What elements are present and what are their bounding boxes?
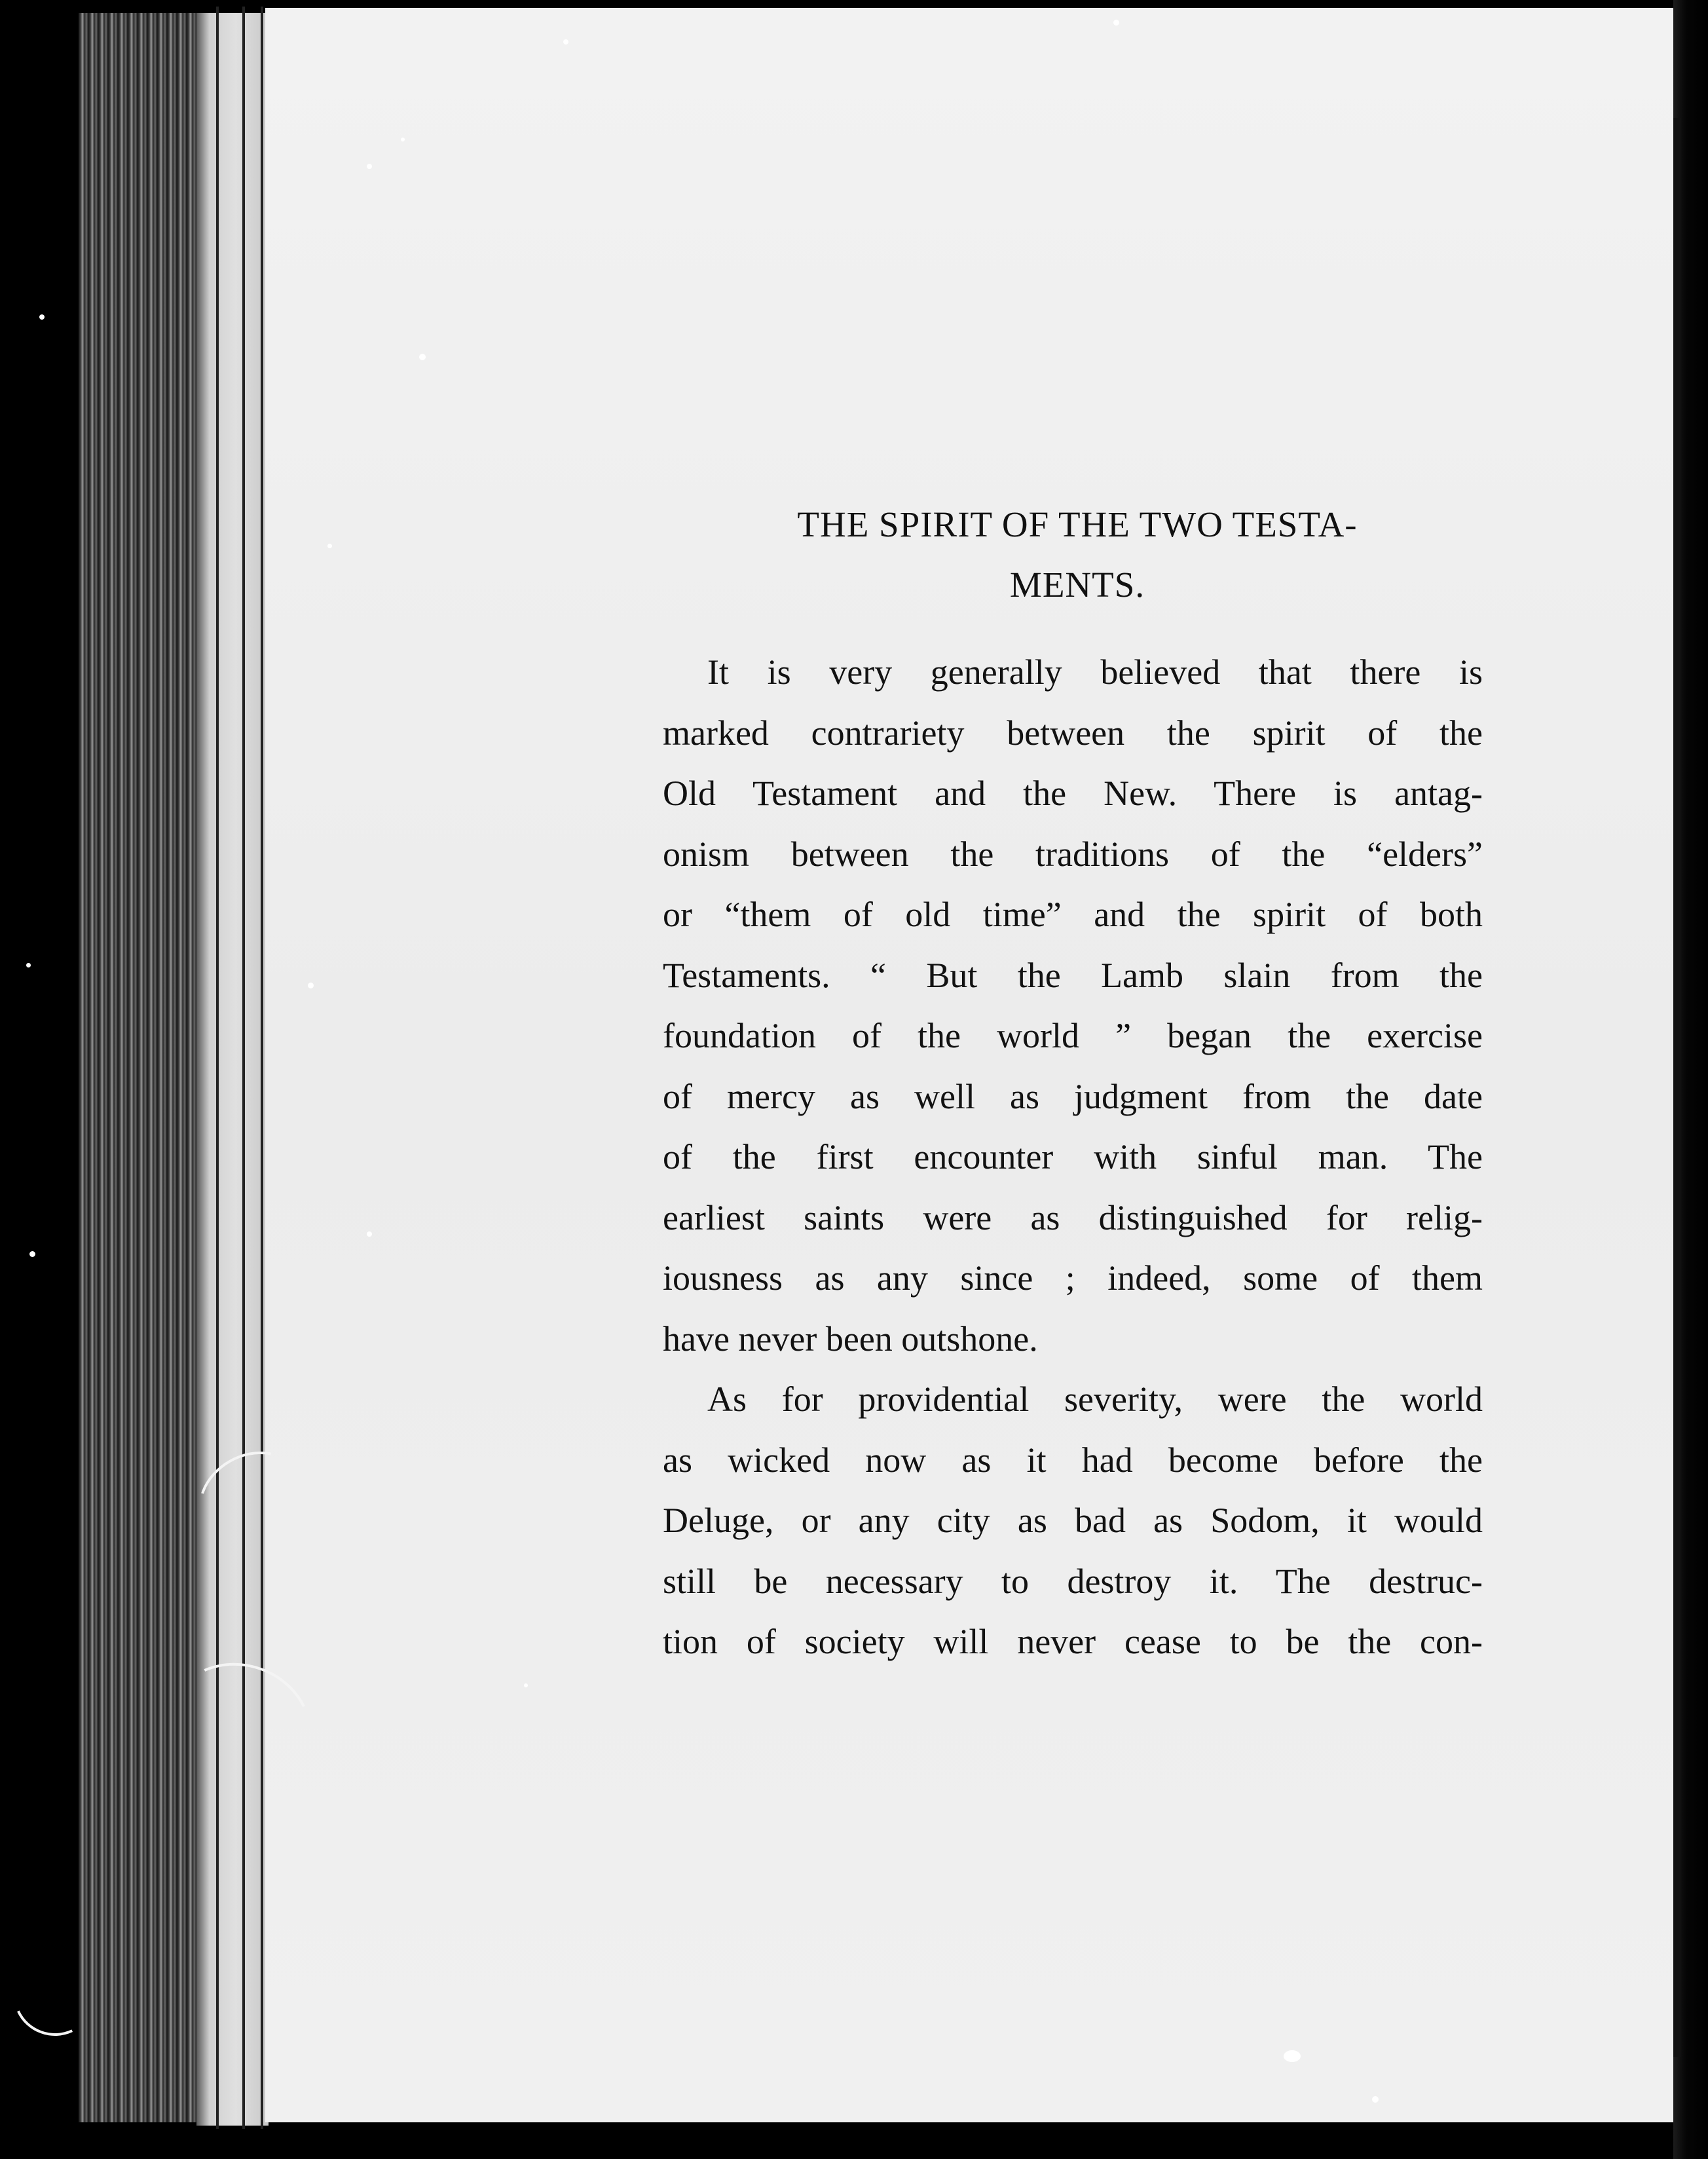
text-line: iousness as any since ; indeed, some of them <box>663 1258 1483 1298</box>
text-line: marked contrariety between the spirit of the <box>663 713 1483 753</box>
dust-speck <box>419 354 426 360</box>
text-line: tion of society will never cease to be the con- <box>663 1622 1483 1661</box>
dust-speck <box>367 1231 372 1237</box>
text-line: As for providential severity, were the world <box>707 1380 1483 1419</box>
text-line: of the first encounter with sinful man. The <box>663 1137 1483 1176</box>
dust-speck <box>367 164 372 169</box>
dust-speck <box>327 544 332 548</box>
dust-speck <box>563 39 568 45</box>
paragraph <box>663 642 1483 1369</box>
text-line: of mercy as well as judgment from the date <box>663 1076 1483 1116</box>
page-edge-line <box>242 7 245 2129</box>
paragraph <box>663 1369 1483 1672</box>
page-edge-line <box>261 7 263 2129</box>
text-line: earliest saints were as distinguished for relig- <box>663 1197 1483 1237</box>
text-line: Deluge, or any city as bad as Sodom, it would <box>663 1501 1483 1540</box>
text-line: have never been outshone. <box>663 1319 1038 1359</box>
chapter-title-line: THE SPIRIT OF THE TWO TESTA- <box>797 504 1358 544</box>
dust-speck <box>401 138 405 141</box>
binding-edge <box>1673 118 1681 2057</box>
chapter-title <box>665 495 1490 615</box>
chapter-title-line: MENTS. <box>1009 565 1145 605</box>
dust-speck <box>1113 20 1119 26</box>
dust-speck <box>308 983 314 988</box>
dust-speck <box>29 1251 35 1257</box>
text-line: or “them of old time” and the spirit of both <box>663 895 1483 934</box>
text-line: Old Testament and the New. There is antag- <box>663 774 1483 813</box>
text-line: It is very generally believed that there is <box>707 652 1483 692</box>
page-edges-light <box>196 13 269 2126</box>
body-text <box>663 642 1483 1672</box>
dust-speck <box>524 1683 528 1687</box>
dust-speck <box>26 963 31 967</box>
text-line: onism between the traditions of the “elders” <box>663 834 1483 874</box>
text-line: still be necessary to destroy it. The destruc- <box>663 1561 1483 1601</box>
dust-speck <box>1372 2096 1379 2103</box>
text-line: Testaments. “ But the Lamb slain from the <box>663 955 1483 995</box>
text-line: foundation of the world ” began the exercise <box>663 1016 1483 1055</box>
page-edge-line <box>216 7 219 2129</box>
dust-speck <box>39 314 45 320</box>
dust-speck <box>1284 2050 1301 2062</box>
text-line: as wicked now as it had become before the <box>663 1440 1483 1480</box>
